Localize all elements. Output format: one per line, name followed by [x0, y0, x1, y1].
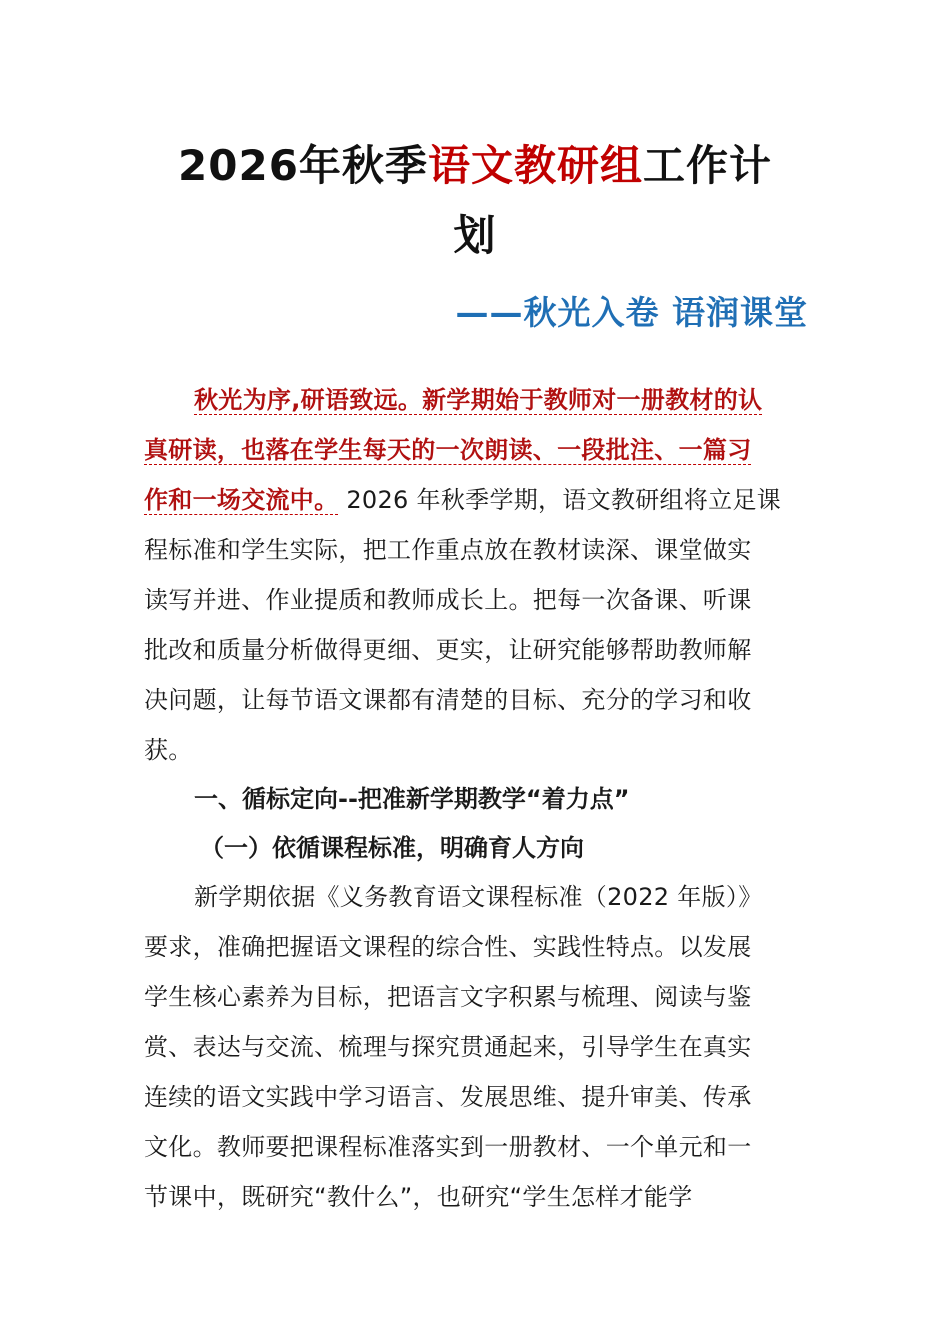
- intro-paragraph: [144, 375, 809, 775]
- body-line: 要求，准确把握语文课程的综合性、实践性特点。以发展: [144, 933, 752, 961]
- intro-line: 读写并进、作业提质和教师成长上。把每一次备课、听课: [144, 586, 752, 614]
- body-line: 节课中，既研究“教什么”，也研究“学生怎样才能学: [144, 1183, 693, 1211]
- page-subtitle: ——秋光入卷 语润课堂: [455, 293, 808, 332]
- intro-highlight-text: 真研读，也落在学生每天的一次朗读、一段批注、一篇习: [144, 436, 752, 464]
- intro-line: 获。: [144, 736, 193, 764]
- title-text-part2: 工作计: [642, 141, 772, 190]
- intro-line: [144, 425, 809, 475]
- intro-highlight-text: 作和一场交流中。: [144, 486, 339, 514]
- body-line: 学生核心素养为目标，把语言文字积累与梳理、阅读与鉴: [144, 983, 752, 1011]
- body-line: 文化。教师要把课程标准落实到一册教材、一个单元和一: [144, 1133, 752, 1161]
- intro-highlight-text: 秋光为序,研语致远。新学期始于教师对一册教材的认: [194, 386, 763, 414]
- intro-line: [144, 475, 809, 525]
- section-heading: 一、循标定向--把准新学期教学“着力点”: [194, 785, 630, 813]
- title-highlight: 语文教研组: [427, 141, 643, 190]
- intro-line: [144, 375, 809, 425]
- intro-line: 批改和质量分析做得更细、更实，让研究能够帮助教师解: [144, 636, 752, 664]
- title-text-part1: 2026年秋季: [178, 141, 428, 190]
- body-line: 新学期依据《义务教育语文课程标准（2022 年版）》: [194, 883, 763, 911]
- body-line: 连续的语文实践中学习语言、发展思维、提升审美、传承: [144, 1083, 752, 1111]
- page-title-continued: 划: [453, 211, 497, 260]
- body-line: 赏、表达与交流、梳理与探究贯通起来，引导学生在真实: [144, 1033, 752, 1061]
- intro-line: 程标准和学生实际，把工作重点放在教材读深、课堂做实: [144, 536, 752, 564]
- intro-line: 决问题，让每节语文课都有清楚的目标、充分的学习和收: [144, 686, 752, 714]
- subsection-heading: （一）依循课程标准，明确育人方向: [200, 834, 584, 862]
- intro-text: 2026 年秋季学期，语文教研组将立足课: [346, 486, 782, 514]
- body-paragraph: [144, 872, 809, 1222]
- page-title: [150, 136, 800, 196]
